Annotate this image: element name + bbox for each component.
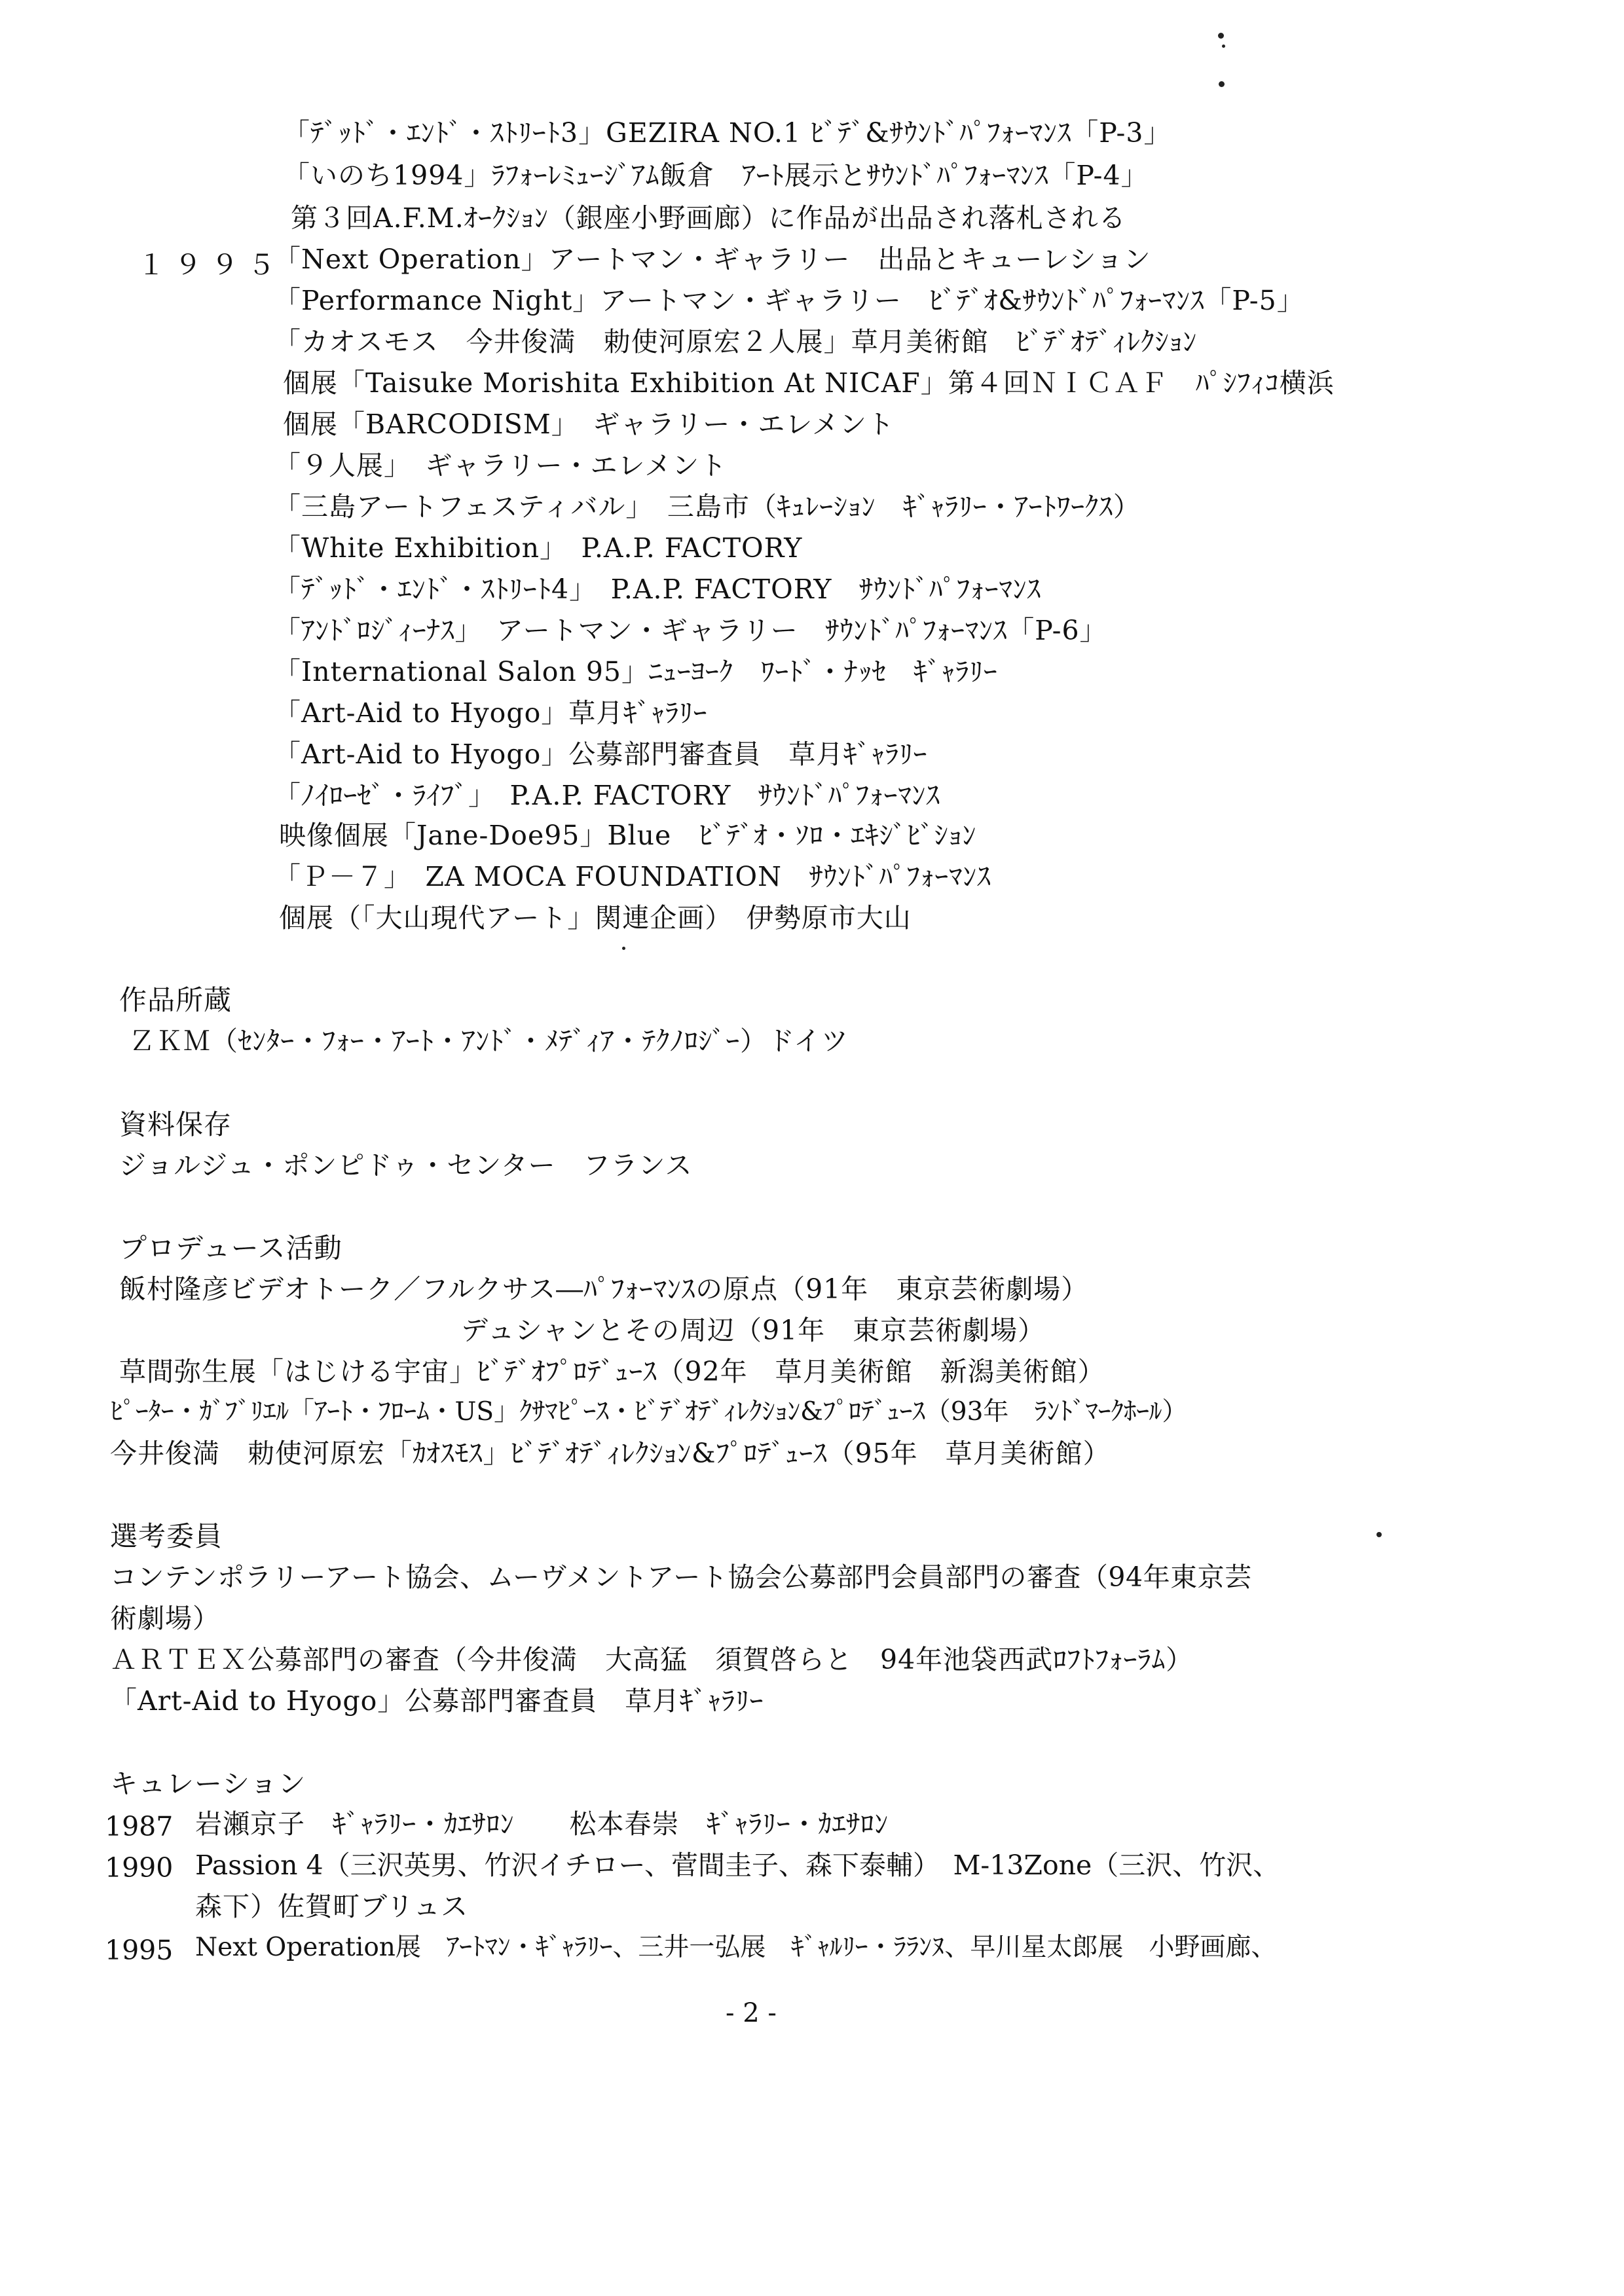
section-heading-curation: キュレーション	[110, 1768, 306, 1800]
exhibition-line: 「Art-Aid to Hyogo」草月ｷﾞｬﾗﾘｰ	[274, 697, 708, 729]
exhibition-line: 「Performance Night」アートマン・ギャラリー ﾋﾞﾃﾞｵ&ｻｳﾝﾄﾞﾊﾟﾌｫｰﾏﾝｽ「P-5」	[274, 285, 1304, 316]
exhibition-line: 「Art-Aid to Hyogo」公募部門審査員 草月ｷﾞｬﾗﾘｰ	[274, 738, 928, 770]
section-heading-produce: プロデュース活動	[119, 1232, 342, 1264]
curation-year: 1990	[105, 1852, 174, 1884]
produce-item: ﾋﾟｰﾀｰ・ｶﾞﾌﾞﾘｴﾙ「ｱｰﾄ・ﾌﾛｰﾑ・US」ｸｻﾏﾋﾟｰｽ・ﾋﾞﾃﾞｵﾃﾞｨﾚｸｼｮﾝ&ﾌﾟﾛﾃﾞｭｰｽ（93年 ﾗﾝﾄﾞﾏｰｸﾎｰﾙ）	[110, 1397, 1188, 1427]
curation-item: 森下）佐賀町ブリュス	[195, 1891, 469, 1922]
produce-item: 草間弥生展「はじける宇宙」ﾋﾞﾃﾞｵﾌﾟﾛﾃﾞｭｰｽ（92年 草月美術館 新潟美術館）	[119, 1356, 1105, 1387]
jury-item: ＡＲＴＥＸ公募部門の審査（今井俊満 大高猛 須賀啓らと 94年池袋西武ﾛﾌﾄﾌｫｰﾗﾑ）	[110, 1644, 1194, 1675]
produce-item: 飯村隆彦ビデオトーク／フルクサス―ﾊﾟﾌｫｰﾏﾝｽの原点（91年 東京芸術劇場）	[119, 1273, 1089, 1305]
scan-speck	[1376, 1532, 1382, 1537]
exhibition-line: 「三島アートフェスティバル」 三島市（ｷｭﾚｰｼｮﾝ ｷﾞｬﾗﾘｰ・ｱｰﾄﾜｰｸｽ）	[274, 491, 1141, 522]
jury-item: 術劇場）	[110, 1603, 220, 1634]
exhibition-line: 「International Salon 95」ﾆｭｰﾖｰｸ ﾜｰﾄﾞ・ﾅｯｾ ｷﾞｬﾗﾘｰ	[274, 656, 998, 687]
exhibition-line: 「ﾃﾞｯﾄﾞ・ｴﾝﾄﾞ・ｽﾄﾘｰﾄ3」GEZIRA NO.1 ﾋﾞﾃﾞ&ｻｳﾝﾄﾞﾊﾟﾌｫｰﾏﾝｽ「P-3」	[283, 117, 1172, 149]
exhibition-line: 「Next Operation」アートマン・ギャラリー 出品とキューレション	[274, 244, 1151, 275]
archive-item: ジョルジュ・ポンピドゥ・センター フランス	[119, 1150, 693, 1181]
exhibition-line: 「カオスモス 今井俊満 勅使河原宏２人展」草月美術館 ﾋﾞﾃﾞｵﾃﾞｨﾚｸｼｮﾝ	[274, 326, 1198, 357]
exhibition-line: 個展（「大山現代アート」関連企画） 伊勢原市大山	[279, 902, 912, 934]
page-number: - 2 -	[726, 1998, 777, 2028]
exhibition-line: 第３回A.F.M.ｵｰｸｼｮﾝ（銀座小野画廊）に作品が出品され落札される	[291, 202, 1126, 234]
curation-item: Next Operation展 ｱｰﾄﾏﾝ・ｷﾞｬﾗﾘｰ、三井一弘展 ｷﾞｬﾙﾘｰ・ﾗﾗﾝﾇ、早川星太郎展 小野画廊、	[195, 1933, 1277, 1962]
exhibition-line: 「いのち1994」ﾗﾌｫｰﾚﾐｭｰｼﾞｱﾑ飯倉 ｱｰﾄ展示とｻｳﾝﾄﾞﾊﾟﾌｫｰﾏﾝｽ「P-4」	[283, 160, 1149, 191]
exhibition-line: 「White Exhibition」 P.A.P. FACTORY	[274, 532, 803, 564]
exhibition-line: 「ﾃﾞｯﾄﾞ・ｴﾝﾄﾞ・ｽﾄﾘｰﾄ4」 P.A.P. FACTORY ｻｳﾝﾄﾞﾊﾟﾌｫｰﾏﾝｽ	[274, 574, 1041, 605]
curation-item: Passion 4（三沢英男、竹沢イチロー、菅間圭子、森下泰輔） M-13Zone（三沢、竹沢、	[195, 1850, 1280, 1881]
jury-item: コンテンポラリーアート協会、ムーヴメントアート協会公募部門会員部門の審査（94年東京芸	[110, 1561, 1252, 1593]
section-heading-jury: 選考委員	[110, 1520, 223, 1552]
scan-speck	[1218, 33, 1224, 39]
section-heading-collections: 作品所蔵	[119, 984, 232, 1016]
curation-year: 1987	[105, 1811, 174, 1842]
curation-year: 1995	[105, 1935, 174, 1966]
jury-item: 「Art-Aid to Hyogo」公募部門審査員 草月ｷﾞｬﾗﾘｰ	[110, 1685, 764, 1717]
exhibition-line: 「ﾉｲﾛｰｾﾞ・ﾗｲﾌﾞ」 P.A.P. FACTORY ｻｳﾝﾄﾞﾊﾟﾌｫｰﾏﾝｽ	[274, 780, 940, 811]
curation-item: 岩瀬京子 ｷﾞｬﾗﾘｰ・ｶｴｻﾛﾝ 松本春崇 ｷﾞｬﾗﾘｰ・ｶｴｻﾛﾝ	[195, 1808, 889, 1840]
exhibition-line: 個展「BARCODISM」 ギャラリー・エレメント	[283, 409, 895, 440]
produce-item: デュシャンとその周辺（91年 東京芸術劇場）	[461, 1315, 1046, 1346]
scan-speck	[1222, 45, 1225, 48]
collection-item: ＺＫＭ（ｾﾝﾀｰ・ﾌｫｰ・ｱｰﾄ・ｱﾝﾄﾞ・ﾒﾃﾞｨｱ・ﾃｸﾉﾛｼﾞｰ）ドイツ	[128, 1025, 849, 1057]
scan-speck	[622, 947, 625, 950]
produce-item: 今井俊満 勅使河原宏「ｶｵｽﾓｽ」ﾋﾞﾃﾞｵﾃﾞｨﾚｸｼｮﾝ&ﾌﾟﾛﾃﾞｭｰｽ（95年 草月美術館）	[110, 1438, 1111, 1469]
exhibition-line: 「Ｐ－７」 ZA MOCA FOUNDATION ｻｳﾝﾄﾞﾊﾟﾌｫｰﾏﾝｽ	[274, 861, 991, 892]
exhibition-line: 「ｱﾝﾄﾞﾛｼﾞｨｰﾅｽ」 アートマン・ギャラリー ｻｳﾝﾄﾞﾊﾟﾌｫｰﾏﾝｽ「P-6」	[274, 615, 1107, 646]
year-label: １９９５	[138, 249, 285, 281]
exhibition-line: 「９人展」 ギャラリー・エレメント	[274, 450, 728, 481]
scan-speck	[1219, 81, 1225, 87]
section-heading-archives: 資料保存	[119, 1108, 232, 1140]
exhibition-line: 個展「Taisuke Morishita Exhibition At NICAF」第４回ＮＩＣＡＦ ﾊﾟｼﾌｨｺ横浜	[283, 367, 1335, 399]
exhibition-line: 映像個展「Jane-Doe95」Blue ﾋﾞﾃﾞｵ・ｿﾛ・ｴｷｼﾞﾋﾞｼｮﾝ	[279, 820, 977, 851]
